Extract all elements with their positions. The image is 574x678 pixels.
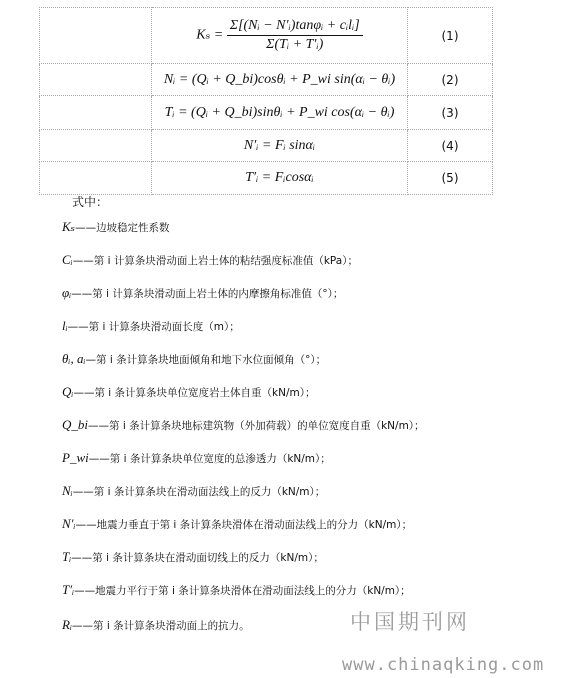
- definition-text: ——边坡稳定性系数: [75, 222, 170, 234]
- definition-text: ——第 i 条计算条块在滑动面切线上的反力（kN/m）；: [71, 552, 324, 564]
- equation-row: [40, 130, 493, 162]
- equation-row: [40, 8, 493, 64]
- fraction-denominator: Σ(Tᵢ + T′ᵢ): [266, 37, 324, 52]
- definition-symbol: φᵢ: [62, 285, 72, 300]
- definition-line: [62, 483, 325, 499]
- definition-symbol: Q_bi: [62, 417, 88, 432]
- fraction: [227, 18, 363, 53]
- equation-row: [40, 96, 493, 130]
- definition-symbol: θᵢ, aᵢ: [62, 351, 86, 366]
- definition-line: [62, 351, 326, 367]
- watermark-title: 中国期刊网: [350, 610, 470, 634]
- definition-text: ——地震力垂直于第 i 条计算条块滑体在滑动面法线上的分力（kN/m）；: [75, 519, 413, 531]
- equation-number: (3): [408, 96, 493, 130]
- definition-line: [62, 582, 411, 598]
- definition-line: [62, 450, 331, 466]
- definition-symbol: N′ᵢ: [62, 516, 76, 531]
- definition-symbol: Nᵢ: [62, 483, 73, 498]
- equation-number: (1): [408, 8, 493, 64]
- definition-text: —第 i 条计算条块地面倾角和地下水位面倾角（°）；: [85, 354, 327, 366]
- watermark-url: www.chinaqking.com: [342, 655, 545, 675]
- definition-symbol: Qᵢ: [62, 384, 74, 399]
- definition-line: [62, 285, 343, 301]
- definition-text: ——地震力平行于第 i 条计算条块滑体在滑动面法线上的分力（kN/m）；: [74, 585, 411, 597]
- equation-3: Tᵢ = (Qᵢ + Q_bi)sinθᵢ + P_wi cos(αᵢ − θᵢ): [152, 96, 408, 130]
- definition-symbol: P_wi: [62, 450, 89, 465]
- definition-symbol: T′ᵢ: [62, 582, 75, 597]
- definition-line: [62, 417, 425, 433]
- equation-table: [39, 7, 493, 195]
- equation-number: (2): [408, 64, 493, 96]
- definition-text: ——第 i 计算条块滑动面上岩土体的内摩擦角标准值（°）；: [71, 288, 344, 300]
- equation-2: Nᵢ = (Qᵢ + Q_bi)cosθᵢ + P_wi sin(αᵢ − θᵢ): [152, 64, 408, 96]
- definition-line: [62, 384, 316, 400]
- definition-symbol: Tᵢ: [62, 549, 72, 564]
- equation-4: N′ᵢ = Fᵢ sinαᵢ: [152, 130, 408, 162]
- definition-text: ——第 i 条计算条块地标建筑物（外加荷载）的单位宽度自重（kN/m）；: [88, 420, 425, 432]
- equation-number: (4): [408, 130, 493, 162]
- equation-row: [40, 64, 493, 96]
- definition-text: ——第 i 计算条块滑动面长度（m）；: [67, 321, 240, 333]
- definition-symbol: lᵢ: [62, 318, 68, 333]
- definition-text: ——第 i 条计算条块在滑动面法线上的反力（kN/m）；: [72, 486, 326, 498]
- definition-symbol: Kₛ: [62, 219, 76, 234]
- definition-text: ——第 i 条计算条块滑动面上的抗力。: [72, 620, 250, 632]
- definition-line: [62, 516, 412, 532]
- caption: 式中：: [72, 195, 109, 209]
- definition-line: [62, 549, 324, 565]
- definition-text: ——第 i 条计算条块单位宽度岩土体自重（kN/m）；: [73, 387, 316, 399]
- equation-row: [40, 162, 493, 195]
- definition-symbol: Cᵢ: [62, 252, 73, 267]
- fraction-numerator: Σ[(Nᵢ − N′ᵢ)tanφᵢ + cᵢlᵢ]: [227, 18, 363, 36]
- equation-number: (5): [408, 162, 493, 195]
- definition-line: [62, 252, 358, 268]
- definition-text: ——第 i 条计算条块单位宽度的总渗透力（kN/m）；: [88, 453, 331, 465]
- definition-line: [62, 318, 240, 334]
- definition-line: [62, 617, 250, 633]
- definition-symbol: Rᵢ: [62, 617, 72, 632]
- definition-line: [62, 219, 170, 235]
- equation-1: [152, 8, 408, 64]
- equation-5: T′ᵢ = Fᵢcosαᵢ: [152, 162, 408, 195]
- equation-lhs: Kₛ =: [196, 27, 224, 43]
- definition-text: ——第 i 计算条块滑动面上岩土体的粘结强度标准值（kPa）；: [72, 255, 358, 267]
